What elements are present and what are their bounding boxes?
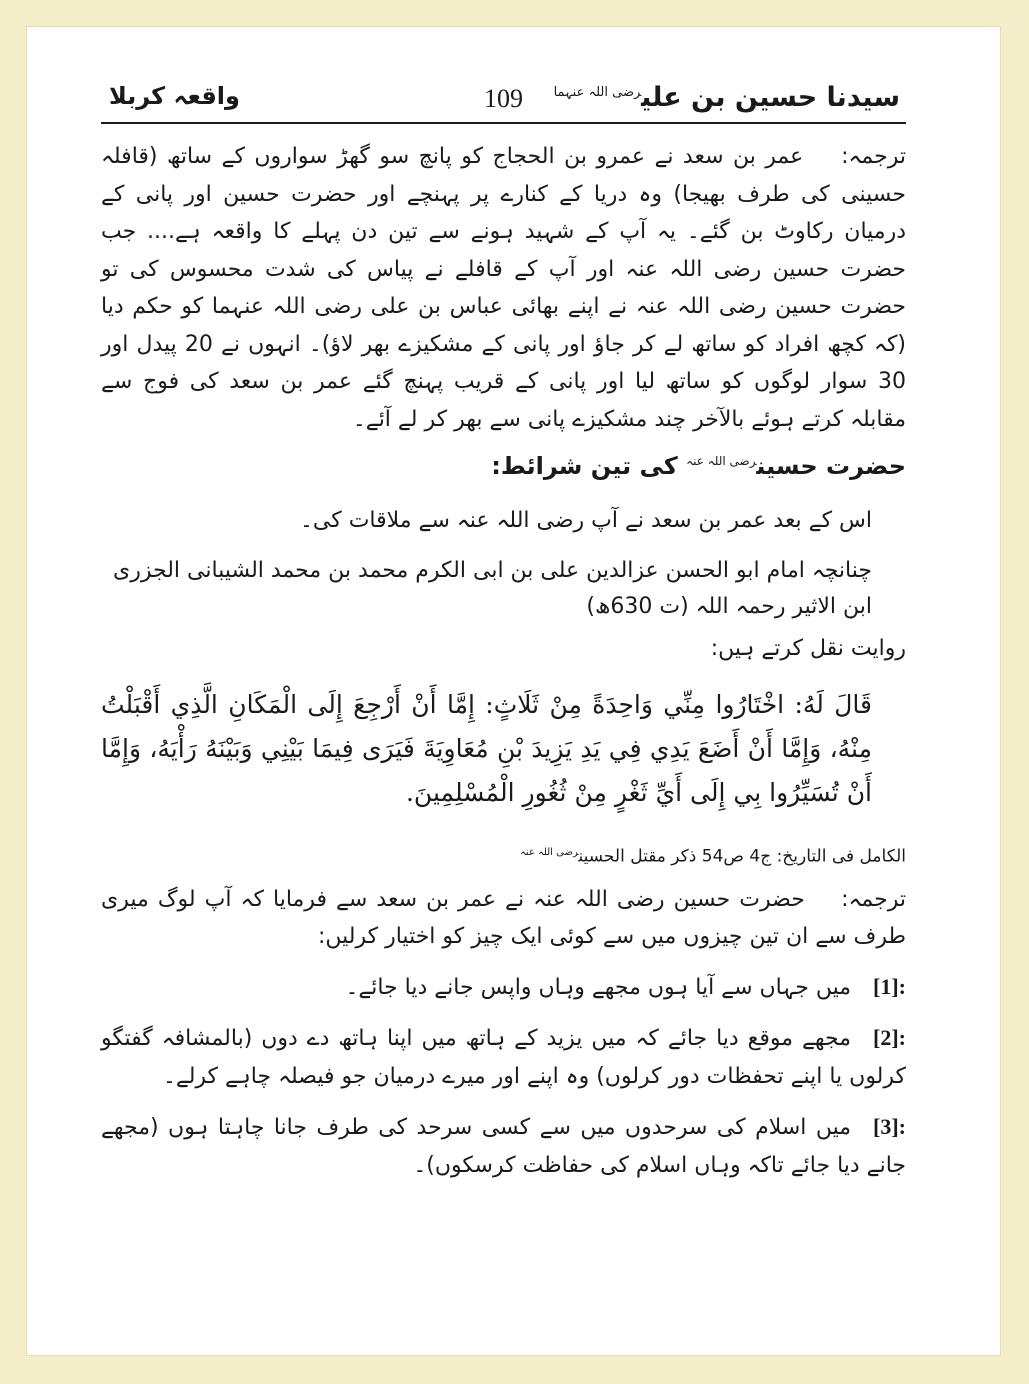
translation-label: ترجمہ: [841,886,906,912]
arabic-quote: قَالَ لَهُ: اخْتَارُوا مِنِّي وَاحِدَةً مِنْ ثَلَاثٍ: إِمَّا أَنْ أَرْجِعَ إِلَى الْمَكَانِ الَّذِي أَقْبَلْتُ مِنْهُ، وَإِمَّا أَنْ أَضَعَ يَدِي فِي يَدِ يَزِيدَ بْنِ مُعَاوِيَةَ فَيَرَى فِيمَا بَيْنِي وَبَيْنَهُ رَأْيَهُ، وَإِمَّا أَنْ تُسَيِّرُوا بِي إِلَى أَيِّ ثَغْرٍ مِنْ ثُغُورِ الْمُسْلِمِينَ. [101,690,872,807]
book-title: سیدنا حسین بن علی$^{رضی اللہ عنہما}$ [553,82,900,113]
narration-intro: روایت نقل کرتے ہیں: [710,636,906,661]
item-number: [2]: [873,1024,906,1050]
translation-label: ترجمہ: [841,144,907,169]
item-text: میں جہاں سے آیا ہوں مجھے وہاں واپس جانے دیا جائے۔ [345,974,852,1000]
meeting-line: اس کے بعد عمر بن سعد نے آپ رضی اللہ عنہ سے ملاقات کی۔ [300,508,872,533]
item-number: [1]: [873,973,906,999]
page-body [101,138,906,1185]
list-item [101,1019,906,1096]
honorific-mark: رضی اللہ عنہما [553,85,642,100]
item-number: [3]: [873,1113,906,1139]
section-heading: حضرت حسین$^{رضی اللہ عنہ}$ کی تین شرائط: [491,452,906,480]
translation-text: حضرت حسین رضی اللہ عنہ نے عمر بن سعد سے فرمایا کہ آپ لوگ میری طرف سے ان تین چیزوں میں سے کوئی ایک چیز کو اختیار کرلیں: [101,886,906,950]
translation-paragraph-1 [101,138,906,438]
item-text: مجھے موقع دیا جائے کہ میں یزید کے ہاتھ میں اپنا ہاتھ دے دوں (بالمشافہ گفتگو کرلوں یا اپنے تحفظات دور کرلوں) وہ اپنے اور میرے درمیان جو فیصلہ چاہے کرلے۔ [101,1025,906,1089]
narrator-chain: چنانچہ امام ابو الحسن عزالدین علی بن ابی الکرم محمد بن محمد الشیبانی الجزری ابن الاثیر رحمہ اللہ (ت 630ھ) [113,558,872,619]
honorific-mark: رضی اللہ عنہ [519,847,579,858]
translation-paragraph-2 [101,881,906,956]
translation-text: عمر بن سعد نے عمرو بن الحجاج کو پانچ سو گھڑ سواروں کے ساتھ (قافلہ حسینی کی طرف بھیجا) وہ دریا کے کنارے پر پہنچے اور حضرت حسین اور پانی کے درمیان رکاوٹ بن گئے۔ یہ آپ کے شہید ہونے سے تین دن پہلے کا واقعہ ہے.... جب حضرت حسین رضی اللہ عنہ اور آپ کے قافلے نے پیاس کی شدت محسوس کی تو حضرت حسین رضی اللہ عنہ نے اپنے بھائی عباس بن علی رضی اللہ عنہما کو حکم دیا (کہ کچھ افراد کو ساتھ لے کر جاؤ اور پانی کے مشکیزے بھر لاؤ)۔ انہوں نے 20 پیدل اور 30 سوار لوگوں کو ساتھ لیا اور پانی کے قریب پہنچ گئے عمر بن سعد کی فوج سے مقابلہ کرتے ہوئے بالآخر چند مشکیزے پانی سے بھر کر لے آئے۔ [101,144,907,432]
source-reference: الکامل فی التاریخ: ج4 ص54 ذکر مقتل الحسین$^{رضی اللہ عنہ}$ [519,846,906,867]
honorific-mark: رضی اللہ عنہ [686,454,757,468]
list-item [101,1108,906,1185]
page-header [101,76,906,124]
list-item [101,968,906,1007]
chapter-title: واقعہ کربلا [109,82,240,110]
item-text: میں اسلام کی سرحدوں میں سے کسی سرحد کی طرف جانا چاہتا ہوں (مجھے جانے دیا جائے تاکہ وہاں اسلام کی حفاظت کرسکوں)۔ [101,1114,906,1178]
page-number: 109 [484,84,523,113]
